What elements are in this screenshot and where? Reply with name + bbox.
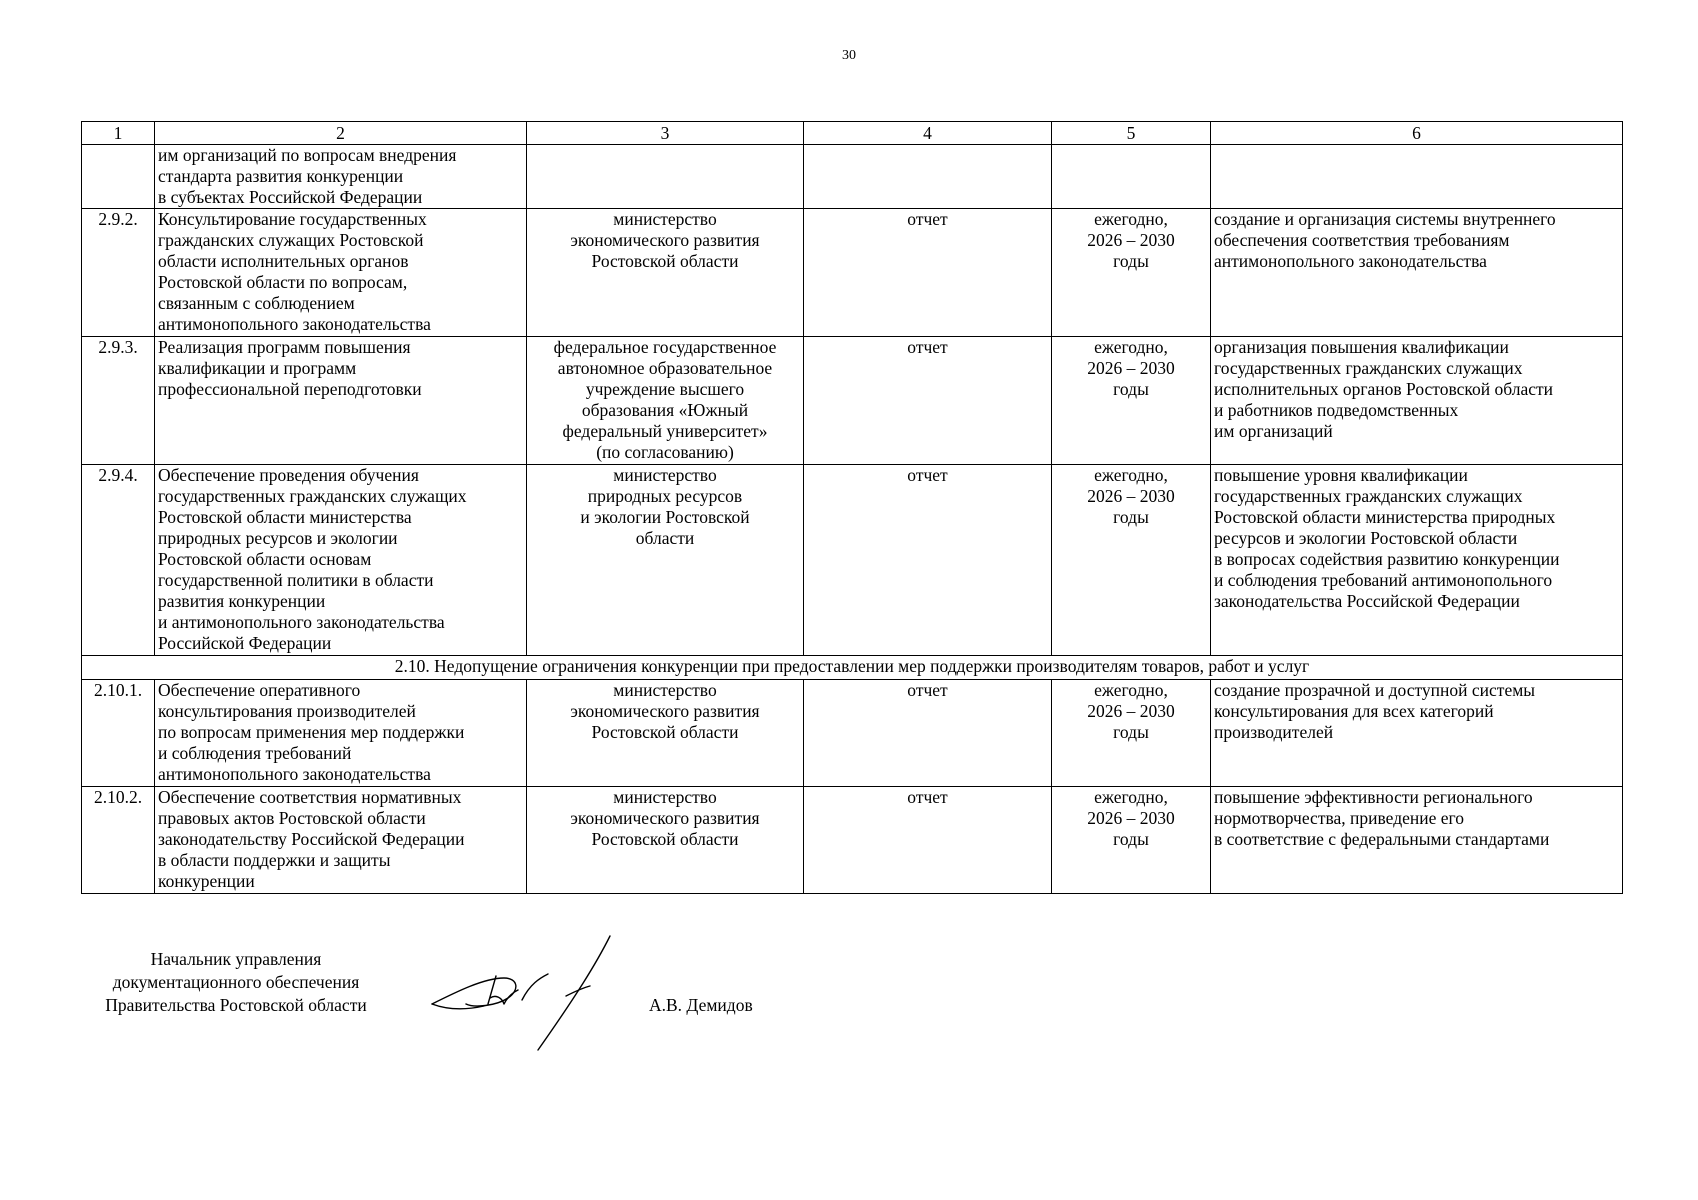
column-header: 1 bbox=[82, 122, 155, 145]
column-number-row bbox=[82, 122, 1623, 145]
goal-text: повышение эффективности регионального нормотворчества, приведение его в соответствие с федеральными стандартами bbox=[1211, 787, 1623, 894]
item-number: 2.10.1. bbox=[82, 680, 155, 787]
item-number bbox=[82, 145, 155, 209]
table-row bbox=[82, 145, 1623, 209]
table-row bbox=[82, 680, 1623, 787]
measure-text: им организаций по вопросам внедрения стандарта развития конкуренции в субъектах Российской Федерации bbox=[155, 145, 527, 209]
result-text: отчет bbox=[804, 465, 1052, 656]
section-row bbox=[82, 656, 1623, 680]
term-text: ежегодно, 2026 – 2030 годы bbox=[1052, 209, 1211, 337]
table-row bbox=[82, 337, 1623, 465]
executor-text: федеральное государственное автономное образовательное учреждение высшего образования «Южный федеральный университет» (по согласованию) bbox=[527, 337, 804, 465]
goal-text: повышение уровня квалификации государственных гражданских служащих Ростовской области министерства природных ресурсов и экологии Ростовской области в вопросах содействия развитию конкуренции и соблюдения требований антимонопольного законодательства Российской Федерации bbox=[1211, 465, 1623, 656]
item-number: 2.9.2. bbox=[82, 209, 155, 337]
item-number: 2.9.3. bbox=[82, 337, 155, 465]
executor-text: министерство экономического развития Ростовской области bbox=[527, 787, 804, 894]
measures-table bbox=[81, 121, 1623, 894]
executor-text bbox=[527, 145, 804, 209]
executor-text: министерство экономического развития Ростовской области bbox=[527, 680, 804, 787]
measure-text: Обеспечение проведения обучения государственных гражданских служащих Ростовской области министерства природных ресурсов и экологии Ростовской области основам государственной политики в области развития конкуренции и антимонопольного законодательства Российской Федерации bbox=[155, 465, 527, 656]
term-text: ежегодно, 2026 – 2030 годы bbox=[1052, 680, 1211, 787]
column-header: 3 bbox=[527, 122, 804, 145]
executor-text: министерство природных ресурсов и экологии Ростовской области bbox=[527, 465, 804, 656]
term-text bbox=[1052, 145, 1211, 209]
column-header: 5 bbox=[1052, 122, 1211, 145]
result-text: отчет bbox=[804, 209, 1052, 337]
column-header: 2 bbox=[155, 122, 527, 145]
result-text: отчет bbox=[804, 787, 1052, 894]
goal-text: создание прозрачной и доступной системы консультирования для всех категорий производителей bbox=[1211, 680, 1623, 787]
goal-text: создание и организация системы внутреннего обеспечения соответствия требованиям антимонопольного законодательства bbox=[1211, 209, 1623, 337]
measure-text: Обеспечение оперативного консультирования производителей по вопросам применения мер поддержки и соблюдения требований антимонопольного законодательства bbox=[155, 680, 527, 787]
page-number: 30 bbox=[842, 48, 856, 63]
signature-block bbox=[81, 948, 781, 1068]
column-header: 6 bbox=[1211, 122, 1623, 145]
signatory-position: Начальник управления документационного обеспечения Правительства Ростовской области bbox=[105, 949, 367, 1015]
table-row bbox=[82, 209, 1623, 337]
measure-text: Консультирование государственных гражданских служащих Ростовской области исполнительных органов Ростовской области по вопросам, связанным с соблюдением антимонопольного законодательства bbox=[155, 209, 527, 337]
table-row bbox=[82, 787, 1623, 894]
goal-text: организация повышения квалификации государственных гражданских служащих исполнительных органов Ростовской области и работников подведомственных им организаций bbox=[1211, 337, 1623, 465]
result-text bbox=[804, 145, 1052, 209]
result-text: отчет bbox=[804, 680, 1052, 787]
term-text: ежегодно, 2026 – 2030 годы bbox=[1052, 787, 1211, 894]
item-number: 2.10.2. bbox=[82, 787, 155, 894]
measure-text: Реализация программ повышения квалификации и программ профессиональной переподготовки bbox=[155, 337, 527, 465]
goal-text bbox=[1211, 145, 1623, 209]
column-header: 4 bbox=[804, 122, 1052, 145]
executor-text: министерство экономического развития Ростовской области bbox=[527, 209, 804, 337]
term-text: ежегодно, 2026 – 2030 годы bbox=[1052, 337, 1211, 465]
term-text: ежегодно, 2026 – 2030 годы bbox=[1052, 465, 1211, 656]
result-text: отчет bbox=[804, 337, 1052, 465]
signatory-name: А.В. Демидов bbox=[649, 995, 753, 1015]
item-number: 2.9.4. bbox=[82, 465, 155, 656]
handwritten-signature-icon bbox=[426, 934, 616, 1054]
table-row bbox=[82, 465, 1623, 656]
measure-text: Обеспечение соответствия нормативных правовых актов Ростовской области законодательству Российской Федерации в области поддержки и защиты конкуренции bbox=[155, 787, 527, 894]
section-title: 2.10. Недопущение ограничения конкуренции при предоставлении мер поддержки производителям товаров, работ и услуг bbox=[82, 656, 1623, 680]
